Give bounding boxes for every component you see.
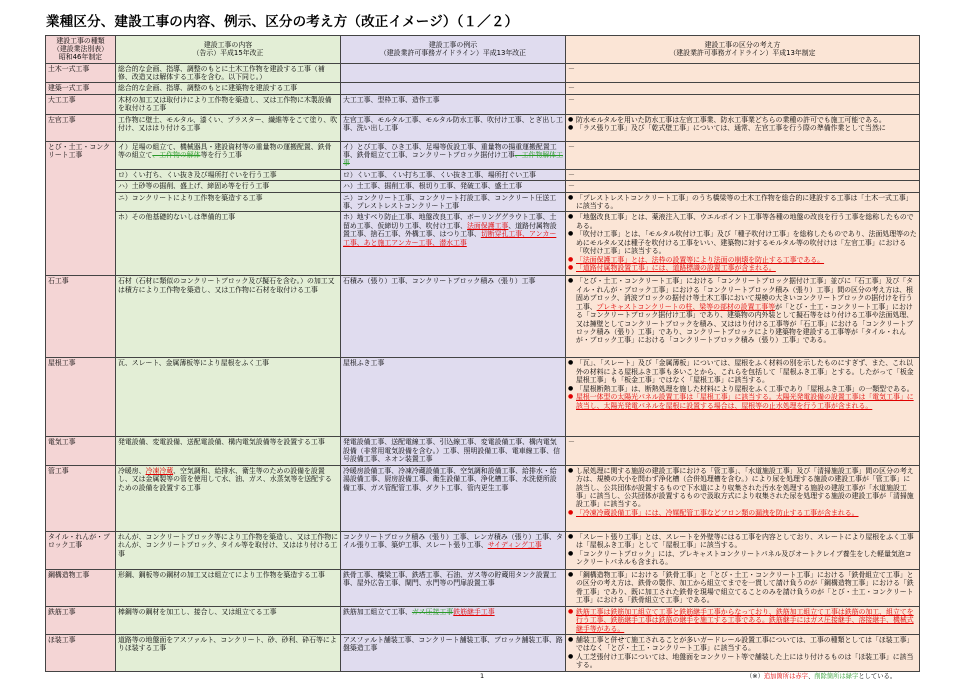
content-cell: 総合的な企画、指導、調整のもとに建築物を建設する工事: [116, 83, 341, 94]
example-cell: ニ）コンクリート工事、コンクリート打設工事、コンクリート圧送工事、プレストレストコンクリート工事: [341, 192, 566, 212]
content-cell: 総合的な企画、指導、調整のもとに土木工作物を建設する工事（補修、改造又は解体する工事を含む。以下同じ。）: [116, 63, 341, 83]
kind-cell: 屋根工事: [46, 358, 116, 437]
kind-cell: 電気工事: [46, 437, 116, 465]
page-number: 1: [480, 672, 485, 680]
table-row: [46, 192, 920, 212]
note-bullet: ● 「吹付け工事」とは、「モルタル吹付け工事」及び「種子吹付け工事」を総称したものであり、法面処理等のためにモルタル又は種子を吹付ける工事をいい、建築物に対するモルタル等の吹付けは「左官工事」における「吹付け工事」に該当する。: [568, 230, 917, 255]
table-row: [46, 358, 920, 437]
kind-cell: とび・土工・コンクリート工事: [46, 141, 116, 276]
table-row: [46, 83, 920, 94]
note-cell: [566, 634, 920, 671]
note-cell: －: [566, 181, 920, 192]
added-note-bullet: ● 「道路付属物設置工事」には、道路標識の設置工事が含まれる。: [568, 264, 917, 272]
note-cell: －: [566, 94, 920, 114]
added-note-bullet: ● 「冷凍冷蔵設備工事」には、冷媒配管工事などフロン類の漏洩を防止する工事が含まれる。: [568, 509, 917, 517]
content-cell: ハ）土砂等の掘削、盛上げ、締固め等を行う工事: [116, 181, 341, 192]
added-text: 法面保護工事: [467, 221, 509, 230]
added-text: 冷凍冷蔵: [145, 466, 174, 475]
note-bullet: ● し尿処理に関する施設の建設工事における「管工事」、「水道施設工事」及び「清掃施設工事」間の区分の考え方は、規模の大小を問わず浄化槽（合併処理槽を含む。）により尿を処理する施設の建設工事が「管工事」に該当し、公共団体が設置するもので下水道により収集された汚水を処理する施設の建設工事が「水道施設工事」に該当し、公共団体が設置するもので汲取方式により収集された尿を処理する施設の建設工事が「清掃施設工事」に該当する。: [568, 467, 917, 509]
deleted-text: ガス圧接工事: [411, 607, 454, 616]
table-row: [46, 94, 920, 114]
added-text: 切断穿孔工事、アンカー工事、あと施工アンカー工事、潜水工事: [343, 230, 557, 247]
example-cell: 発電設備工事、送配電線工事、引込線工事、変電設備工事、構内電気設備（非常用電気設備を含む。）工事、照明設備工事、電車線工事、信号設備工事、ネオン装置工事: [341, 437, 566, 465]
table-row: [46, 276, 920, 358]
table-row: [46, 212, 920, 276]
note-bullet: ● 舗装工事と併せて施工されることが多いガードレール設置工事については、工事の種類としては「ほ装工事」ではなく「とび・土工・コンクリート工事」に該当する。: [568, 636, 917, 653]
example-cell: イ）とび工事、ひき工事、足場等仮設工事、重量物の揚重運搬配置工事、鉄骨組立て工事、コンクリートブロック据付け工事、工作物解体工事: [341, 141, 566, 169]
note-bullet: ● 「コンクリートブロック」には、プレキャストコンクリートパネル及びオートクレイブ養生をした軽量気泡コンクリートパネルも含まれる。: [568, 550, 917, 567]
table-row: [46, 181, 920, 192]
kind-cell: 大工工事: [46, 94, 116, 114]
note-cell: [566, 192, 920, 212]
note-cell: －: [566, 141, 920, 169]
note-cell: －: [566, 83, 920, 94]
content-cell: 発電設備、変電設備、送配電設備、構内電気設備等を設置する工事: [116, 437, 341, 465]
table-row: [46, 169, 920, 180]
note-cell: [566, 569, 920, 606]
table-row: [46, 114, 920, 141]
kind-cell: 鋼構造物工事: [46, 569, 116, 606]
note-cell: [566, 606, 920, 634]
note-cell: －: [566, 63, 920, 83]
note-bullet: ● 「瓦」、「スレート」及び「金属薄板」については、屋根をふく材料の別を示したものにすぎず、また、これ以外の材料による屋根ふき工事も多いことから、これらを包括して「屋根ふき工事」とする。したがって「板金屋根工事」も「板金工事」ではなく「屋根工事」に該当する。: [568, 359, 917, 384]
example-cell: 大工工事、型枠工事、造作工事: [341, 94, 566, 114]
content-cell: ロ）くい打ち、くい抜き及び場所打ぐいを行う工事: [116, 169, 341, 180]
note-bullet: ● 「鋼構造物工事」における「鉄骨工事」と「とび・土工・コンクリート工事」における「鉄骨組立て工事」との区分の考え方は、鉄骨の製作、加工から組立てまでを一貫して請け負うのが「鋼構造物工事」における「鉄骨工事」であり、既に加工された鉄骨を現場で組立てることのみを請け負うのが「とび・土工・コンクリート工事」における「鉄骨組立て工事」である。: [568, 571, 917, 605]
example-cell: [341, 63, 566, 83]
kind-cell: 左官工事: [46, 114, 116, 141]
example-cell: ホ）地すべり防止工事、地盤改良工事、ボーリンググラウト工事、土留め工事、仮締切り工事、吹付け工事、法面保護工事、道路付属物設置工事、捨石工事、外構工事、はつり工事、切断穿孔工事、アンカー工事、あと施工アンカー工事、潜水工事: [341, 212, 566, 276]
note-cell: [566, 531, 920, 569]
added-text: 鉄筋継手工事: [453, 607, 495, 616]
example-cell: 左官工事、モルタル工事、モルタル防水工事、吹付け工事、とぎ出し工事、洗い出し工事: [341, 114, 566, 141]
note-bullet: ● 「地盤改良工事」とは、薬液注入工事、ウエルポイント工事等各種の地盤の改良を行う工事を総称したものである。: [568, 213, 917, 230]
example-cell: コンクリートブロック積み（張り）工事、レンガ積み（張り）工事、タイル張り工事、築炉工事、スレート張り工事、サイディング工事: [341, 531, 566, 569]
example-cell: アスファルト舗装工事、コンクリート舗装工事、ブロック舗装工事、路盤築造工事: [341, 634, 566, 671]
note-bullet: ● 「ラス張り工事」及び「乾式壁工事」については、通常、左官工事を行う際の準備作業として当然に: [568, 124, 917, 132]
content-cell: れんが、コンクリートブロック等により工作物を築造し、又は工作物にれんが、コンクリートブロック、タイル等を取付け、又ははり付ける工事: [116, 531, 341, 569]
added-note-bullet: ● 鉄筋工事は鉄筋加工組立て工事と鉄筋継手工事からなっており、鉄筋加工組立て工事は鉄筋の加工、組立てを行う工事、鉄筋継手工事は鉄筋の継手を施工する工事である。鉄筋継手にはガス圧接継手、溶接継手、機械式継手等がある。: [568, 608, 917, 633]
table-row: [46, 634, 920, 671]
table-row: [46, 606, 920, 634]
table-row: [46, 531, 920, 569]
legend-note: （※）追加箇所は赤字、削除箇所は緑字としている。: [746, 673, 897, 680]
content-cell: 木材の加工又は取付けにより工作物を築造し、又は工作物に木製設備を取付ける工事: [116, 94, 341, 114]
example-cell: 石積み（張り）工事、コンクリートブロック積み（張り）工事: [341, 276, 566, 358]
legend-deleted: 削除箇所は緑字: [814, 673, 859, 680]
header-example: 建設工事の例示 （建設業許可事務ガイドライン）平成13年改正: [341, 36, 566, 64]
content-cell: 棒鋼等の鋼材を加工し、接合し、又は組立てる工事: [116, 606, 341, 634]
note-bullet: ● 「プレストレストコンクリート工事」のうち橋梁等の土木工作物を総合的に建設する工事は「土木一式工事」に該当する。: [568, 194, 917, 211]
added-note-bullet: ● 屋根一体型の太陽光パネル設置工事は「屋根工事」に該当する。太陽光発電設備の設置工事は「電気工事」に該当し、太陽光発電パネルを屋根に設置する場合は、屋根等の止水処理を行う工事が含まれる。: [568, 393, 917, 410]
note-cell: [566, 114, 920, 141]
table-row: [46, 141, 920, 169]
example-cell: ロ）くい工事、くい打ち工事、くい抜き工事、場所打ぐい工事: [341, 169, 566, 180]
classification-table: [45, 35, 920, 672]
note-bullet: ● 「屋根断熱工事」は、断熱処理を施した材料により屋根をふく工事であり「屋根ふき工事」の一類型である。: [568, 385, 917, 393]
page-title: 業種区分、建設工事の内容、例示、区分の考え方（改正イメージ）（１／２）: [46, 14, 519, 30]
note-bullet: ● 「スレート張り工事」とは、スレートを外壁等にはる工事を内容としており、スレートにより屋根をふく工事は「屋根ふき工事」として「屋根工事」に該当する。: [568, 533, 917, 550]
note-cell: [566, 358, 920, 437]
header-note: 建設工事の区分の考え方 （建設業許可事務ガイドライン）平成13年制定: [566, 36, 920, 64]
added-text: サイディング工事: [487, 541, 542, 550]
content-cell: ホ）その他基礎的ないしは準備的工事: [116, 212, 341, 276]
content-cell: 冷暖房、冷凍冷蔵、空気調和、給排水、衛生等のための設備を設置し、又は金属製等の管を使用して水、油、ガス、水蒸気等を送配するための設備を設置する工事: [116, 465, 341, 531]
kind-cell: 鉄筋工事: [46, 606, 116, 634]
deleted-text: 、工作物の解体: [152, 151, 201, 160]
content-cell: 石材（石材に類似のコンクリートブロック及び擬石を含む。）の加工又は積方により工作物を築造し、又は工作物に石材を取付ける工事: [116, 276, 341, 358]
table-row: [46, 569, 920, 606]
table-row: [46, 63, 920, 83]
content-cell: ニ）コンクリートにより工作物を築造する工事: [116, 192, 341, 212]
added-text: プレキャストコンクリートの柱、梁等の部材の設置工事等: [596, 302, 776, 311]
note-cell: －: [566, 437, 920, 465]
content-cell: 形鋼、鋼板等の鋼材の加工又は組立てにより工作物を築造する工事: [116, 569, 341, 606]
example-cell: 鉄骨工事、橋梁工事、鉄塔工事、石油、ガス等の貯蔵用タンク設置工事、屋外広告工事、閘門、水門等の門扉設置工事: [341, 569, 566, 606]
content-cell: 瓦、スレート、金属薄板等により屋根をふく工事: [116, 358, 341, 437]
kind-cell: ほ装工事: [46, 634, 116, 671]
note-bullet: ● 防水モルタルを用いた防水工事は左官工事業、防水工事業どちらの業種の許可でも施工可能である。: [568, 116, 917, 124]
header-kind: 建設工事の種類 （建設業法別表） 昭和46年制定: [46, 36, 116, 64]
content-cell: イ）足場の組立て、機械器具・建設資材等の重量物の運搬配置、鉄骨等の組立て、工作物の解体等を行う工事: [116, 141, 341, 169]
content-cell: 道路等の地盤面をアスファルト、コンクリート、砂、砂利、砕石等によりほ装する工事: [116, 634, 341, 671]
legend-added: 追加箇所は赤字: [763, 673, 808, 680]
note-bullet: ● 人工芝張付け工事については、地盤面をコンクリート等で舗装した上にはり付けるものは「ほ装工事」に該当する。: [568, 653, 917, 670]
example-cell: 冷暖房設備工事、冷凍冷蔵設備工事、空気調和設備工事、給排水・給湯設備工事、厨房設備工事、衛生設備工事、浄化槽工事、水洗便所設備工事、ガス管配管工事、ダクト工事、管内更生工事: [341, 465, 566, 531]
content-cell: 工作物に壁土、モルタル、漆くい、プラスター、繊維等をこて塗り、吹付け、又ははり付ける工事: [116, 114, 341, 141]
kind-cell: 土木一式工事: [46, 63, 116, 83]
kind-cell: 石工事: [46, 276, 116, 358]
table-row: [46, 437, 920, 465]
header-row: [46, 36, 920, 64]
kind-cell: タイル・れんが・ブロック工事: [46, 531, 116, 569]
kind-cell: 管工事: [46, 465, 116, 531]
added-note-bullet: ● 「法面保護工事」とは、法枠の設置等により法面の崩壊を防止する工事である。: [568, 256, 917, 264]
example-cell: 鉄筋加工組立て工事、ガス圧接工事鉄筋継手工事: [341, 606, 566, 634]
note-cell: [566, 465, 920, 531]
example-cell: ハ）土工事、掘削工事、根切り工事、発破工事、盛土工事: [341, 181, 566, 192]
note-bullet: ● 「とび・土工・コンクリート工事」における「コンクリートブロック据付け工事」並びに「石工事」及び「タイル・れんが・ブロック工事」における「コンクリートブロック積み（張り）工事」間の区分の考え方は、根固めブロック、消波ブロックの据付け等土木工事において規模の大きいコンクリートブロックの据付けを行う工事、プレキャストコンクリートの柱、梁等の部材の設置工事等が「とび・土工・コンクリート工事」における「コンクリートブロック据付け工事」であり、建築物の内外装として擬石等をはり付ける工事や法面処理、又は擁壁としてコンクリートブロックを積み、又ははり付ける工事等が「石工事」における「コンクリートブロック積み（張り）工事」であり、コンクリートブロックにより建築物を建設する工事等が「タイル・れんが・ブロック工事」における「コンクリートブロック積み（張り）工事」である。: [568, 277, 917, 344]
note-cell: －: [566, 169, 920, 180]
header-content: 建設工事の内容 （告示）平成15年改正: [116, 36, 341, 64]
note-cell: [566, 276, 920, 358]
deleted-text: 、工作物解体工事: [343, 151, 564, 168]
example-cell: [341, 83, 566, 94]
example-cell: 屋根ふき工事: [341, 358, 566, 437]
table-row: [46, 465, 920, 531]
kind-cell: 建築一式工事: [46, 83, 116, 94]
note-cell: [566, 212, 920, 276]
